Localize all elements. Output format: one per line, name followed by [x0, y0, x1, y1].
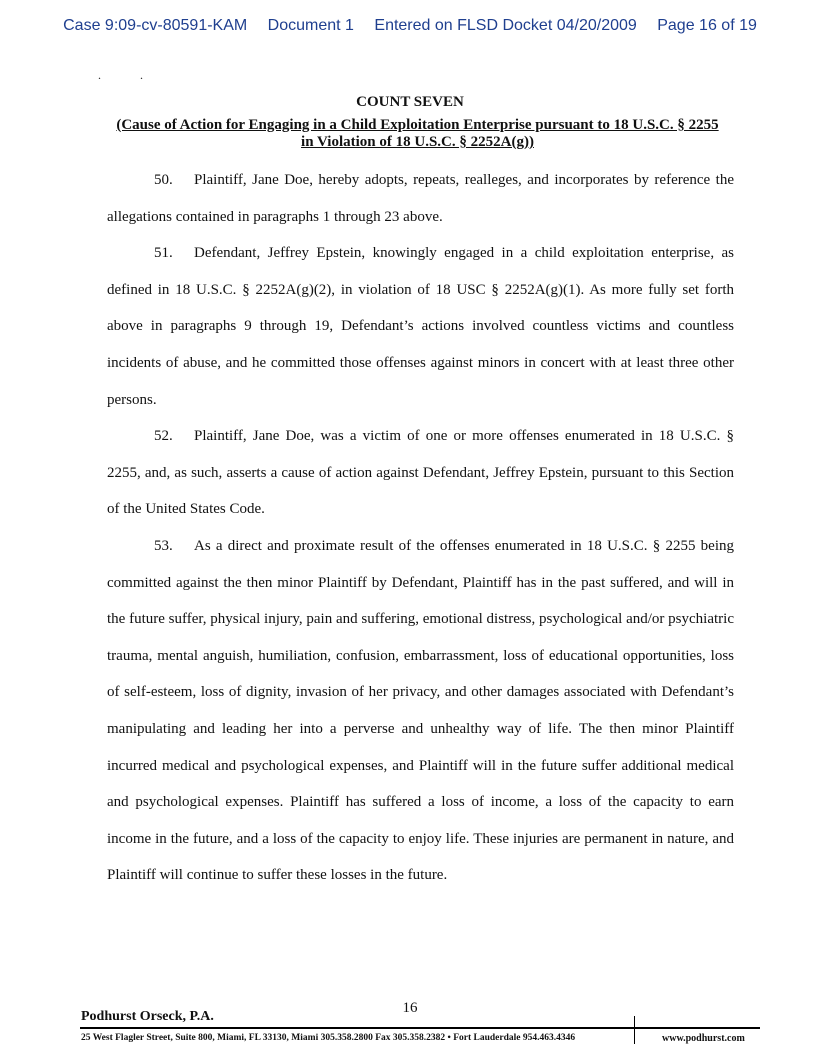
docket-page-count: Page 16 of 19	[657, 17, 757, 34]
count-title: COUNT SEVEN	[356, 94, 464, 110]
paragraph-number: 53.	[154, 537, 173, 554]
paragraph-number: 51.	[154, 245, 173, 262]
footer-firm-name: Podhurst Orseck, P.A.	[81, 1009, 214, 1024]
paragraph-text: Plaintiff, Jane Doe, was a victim of one or more offenses enumerated in 18 U.S.C. § 2255, and, as such, asserts a cause of action against Defendant, Jeffrey Epstein, pursuant to this Section of the United States Code.	[107, 428, 734, 518]
count-subtitle: (Cause of Action for Engaging in a Child Exploitation Enterprise pursuant to 18 U.S.C. § 2255 in Violation of 18 U.S.C. § 2252A(g))	[116, 117, 719, 150]
paragraph-text: Defendant, Jeffrey Epstein, knowingly engaged in a child exploitation enterprise, as defined in 18 U.S.C. § 2252A(g)(2), in violation of 18 USC § 2252A(g)(1). As more fully set forth above in paragraphs 9 through 19, Defendant’s actions involved countless victims and countless incidents of abuse, and he committed those offenses against minors in concert with at least three other persons.	[107, 245, 734, 408]
footer-divider	[634, 1016, 635, 1044]
paragraph-text: Plaintiff, Jane Doe, hereby adopts, repeats, realleges, and incorporates by reference the allegations contained in paragraphs 1 through 23 above.	[107, 172, 734, 225]
footer-address: 25 West Flagler Street, Suite 800, Miami, FL 33130, Miami 305.358.2800 Fax 305.358.2382 • Fort Lauderdale 954.463.4346	[81, 1033, 576, 1043]
case-number: Case 9:09-cv-80591-KAM	[63, 17, 248, 34]
footer-rule	[80, 1027, 760, 1029]
paragraph-52	[107, 418, 734, 528]
document-number: Document 1	[267, 17, 354, 34]
docket-header	[0, 17, 820, 35]
footer-website: www.podhurst.com	[662, 1033, 745, 1044]
stray-marks: . .	[98, 68, 161, 82]
paragraph-50	[107, 162, 734, 235]
paragraph-53	[107, 528, 734, 894]
document-body	[107, 162, 734, 894]
paragraph-51	[107, 235, 734, 418]
page-number: 16	[402, 1000, 418, 1016]
paragraph-number: 50.	[154, 172, 173, 188]
paragraph-number: 52.	[154, 428, 173, 445]
paragraph-text: As a direct and proximate result of the offenses enumerated in 18 U.S.C. § 2255 being committed against the then minor Plaintiff by Defendant, Plaintiff has in the past suffered, and will in the future suffer, physical injury, pain and suffering, emotional distress, psychological and/or psychiatric trauma, mental anguish, humiliation, confusion, embarrassment, loss of educational opportunities, loss of self-esteem, loss of dignity, invasion of her privacy, and other damages associated with Defendant’s manipulating and leading her into a perverse and unhealthy way of life. The then minor Plaintiff incurred medical and psychological expenses, and Plaintiff will in the future suffer additional medical and psychological expenses. Plaintiff has suffered a loss of income, a loss of the capacity to earn income in the future, and a loss of the capacity to enjoy life. These injuries are permanent in nature, and Plaintiff will continue to suffer these losses in the future.	[107, 537, 734, 884]
docket-entry-date: Entered on FLSD Docket 04/20/2009	[374, 17, 637, 34]
